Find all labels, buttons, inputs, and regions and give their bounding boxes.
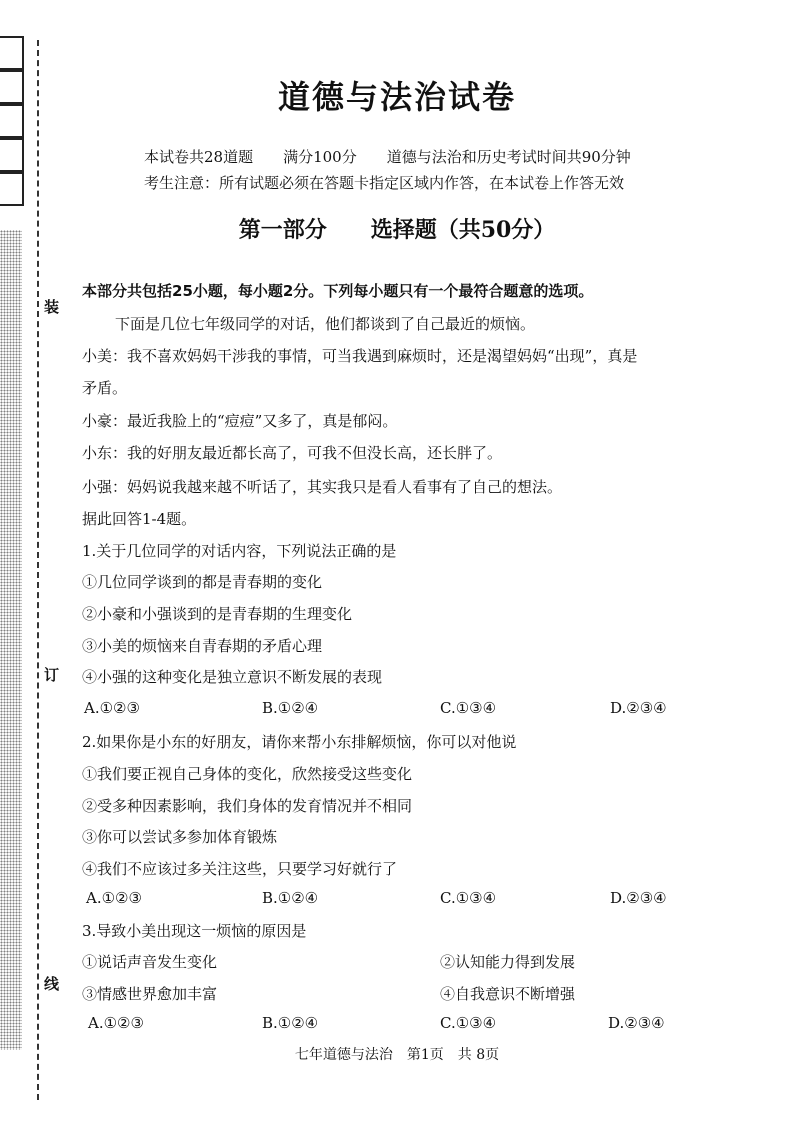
margin-label-ding: 订	[44, 666, 60, 684]
q2-option-d: D.②③④	[610, 889, 667, 907]
q1-stem: 1.关于几位同学的对话内容，下列说法正确的是	[82, 542, 397, 560]
q2-option-b: B.①②④	[262, 889, 319, 907]
q2-option-c: C.①③④	[440, 889, 497, 907]
page-footer: 七年道德与法治 第1页 共 8页	[294, 1047, 500, 1063]
q1-item: ④小强的这种变化是独立意识不断发展的表现	[82, 668, 383, 686]
dialogue-xiaoqiang: 小强：妈妈说我越来越不听话了，其实我只是看人看事有了自己的想法。	[82, 478, 563, 496]
q3-option-d: D.②③④	[608, 1014, 665, 1032]
section-heading: 第一部分 选择题（共50分）	[238, 217, 556, 243]
q3-option-b: B.①②④	[262, 1014, 319, 1032]
q3-option-c: C.①③④	[440, 1014, 497, 1032]
q3-option-a: A.①②③	[88, 1014, 144, 1032]
q1-item: ②小豪和小强谈到的是青春期的生理变化	[82, 605, 353, 623]
q1-item: ③小美的烦恼来自青春期的矛盾心理	[82, 637, 323, 655]
cut-line	[37, 40, 39, 1100]
exam-notice: 考生注意：所有试题必须在答题卡指定区域内作答，在本试卷上作答无效	[144, 174, 625, 192]
q2-option-a: A.①②③	[86, 889, 142, 907]
exam-info: 本试卷共28道题 满分100分 道德与法治和历史考试时间共90分钟	[144, 148, 631, 166]
q1-option-b: B.①②④	[262, 699, 319, 717]
dialogue-xiaomei: 小美：我不喜欢妈妈干涉我的事情，可当我遇到麻烦时，还是渴望妈妈“出现”，真是	[82, 347, 638, 365]
answer-hint: 据此回答1-4题。	[82, 510, 197, 528]
q1-option-a: A.①②③	[84, 699, 140, 717]
q1-option-c: C.①③④	[440, 699, 497, 717]
binding-box	[0, 172, 24, 206]
q3-item: ③情感世界愈加丰富	[82, 985, 218, 1003]
q1-option-d: D.②③④	[610, 699, 667, 717]
binding-box	[0, 36, 24, 70]
section-instructions: 本部分共包括25小题，每小题2分。下列每小题只有一个最符合题意的选项。	[82, 282, 594, 300]
dialogue-xiaohao: 小豪：最近我脸上的“痘痘”又多了，真是郁闷。	[82, 412, 398, 430]
page-title: 道德与法治试卷	[277, 78, 516, 116]
q1-item: ①几位同学谈到的都是青春期的变化	[82, 573, 323, 591]
q3-item: ④自我意识不断增强	[440, 985, 576, 1003]
binding-box	[0, 138, 24, 172]
dialogue-xiaomei-cont: 矛盾。	[82, 379, 128, 397]
q2-item: ②受多种因素影响，我们身体的发育情况并不相同	[82, 797, 413, 815]
q2-item: ①我们要正视自己身体的变化，欣然接受这些变化	[82, 765, 413, 783]
margin-label-xian: 线	[44, 975, 60, 993]
q3-item: ②认知能力得到发展	[440, 953, 576, 971]
q2-item: ④我们不应该过多关注这些，只要学习好就行了	[82, 860, 398, 878]
q3-item: ①说话声音发生变化	[82, 953, 218, 971]
binding-boxes	[0, 36, 24, 206]
q2-stem: 2.如果你是小东的好朋友，请你来帮小东排解烦恼，你可以对他说	[82, 733, 517, 751]
scenario-lead: 下面是几位七年级同学的对话，他们都谈到了自己最近的烦恼。	[115, 315, 536, 333]
margin-label-zhuang: 装	[44, 298, 60, 316]
dialogue-xiaodong: 小东：我的好朋友最近都长高了，可我不但没长高，还长胖了。	[82, 444, 503, 462]
q2-item: ③你可以尝试多参加体育锻炼	[82, 828, 278, 846]
margin-dot-pattern	[0, 230, 22, 1050]
q3-stem: 3.导致小美出现这一烦恼的原因是	[82, 922, 307, 940]
